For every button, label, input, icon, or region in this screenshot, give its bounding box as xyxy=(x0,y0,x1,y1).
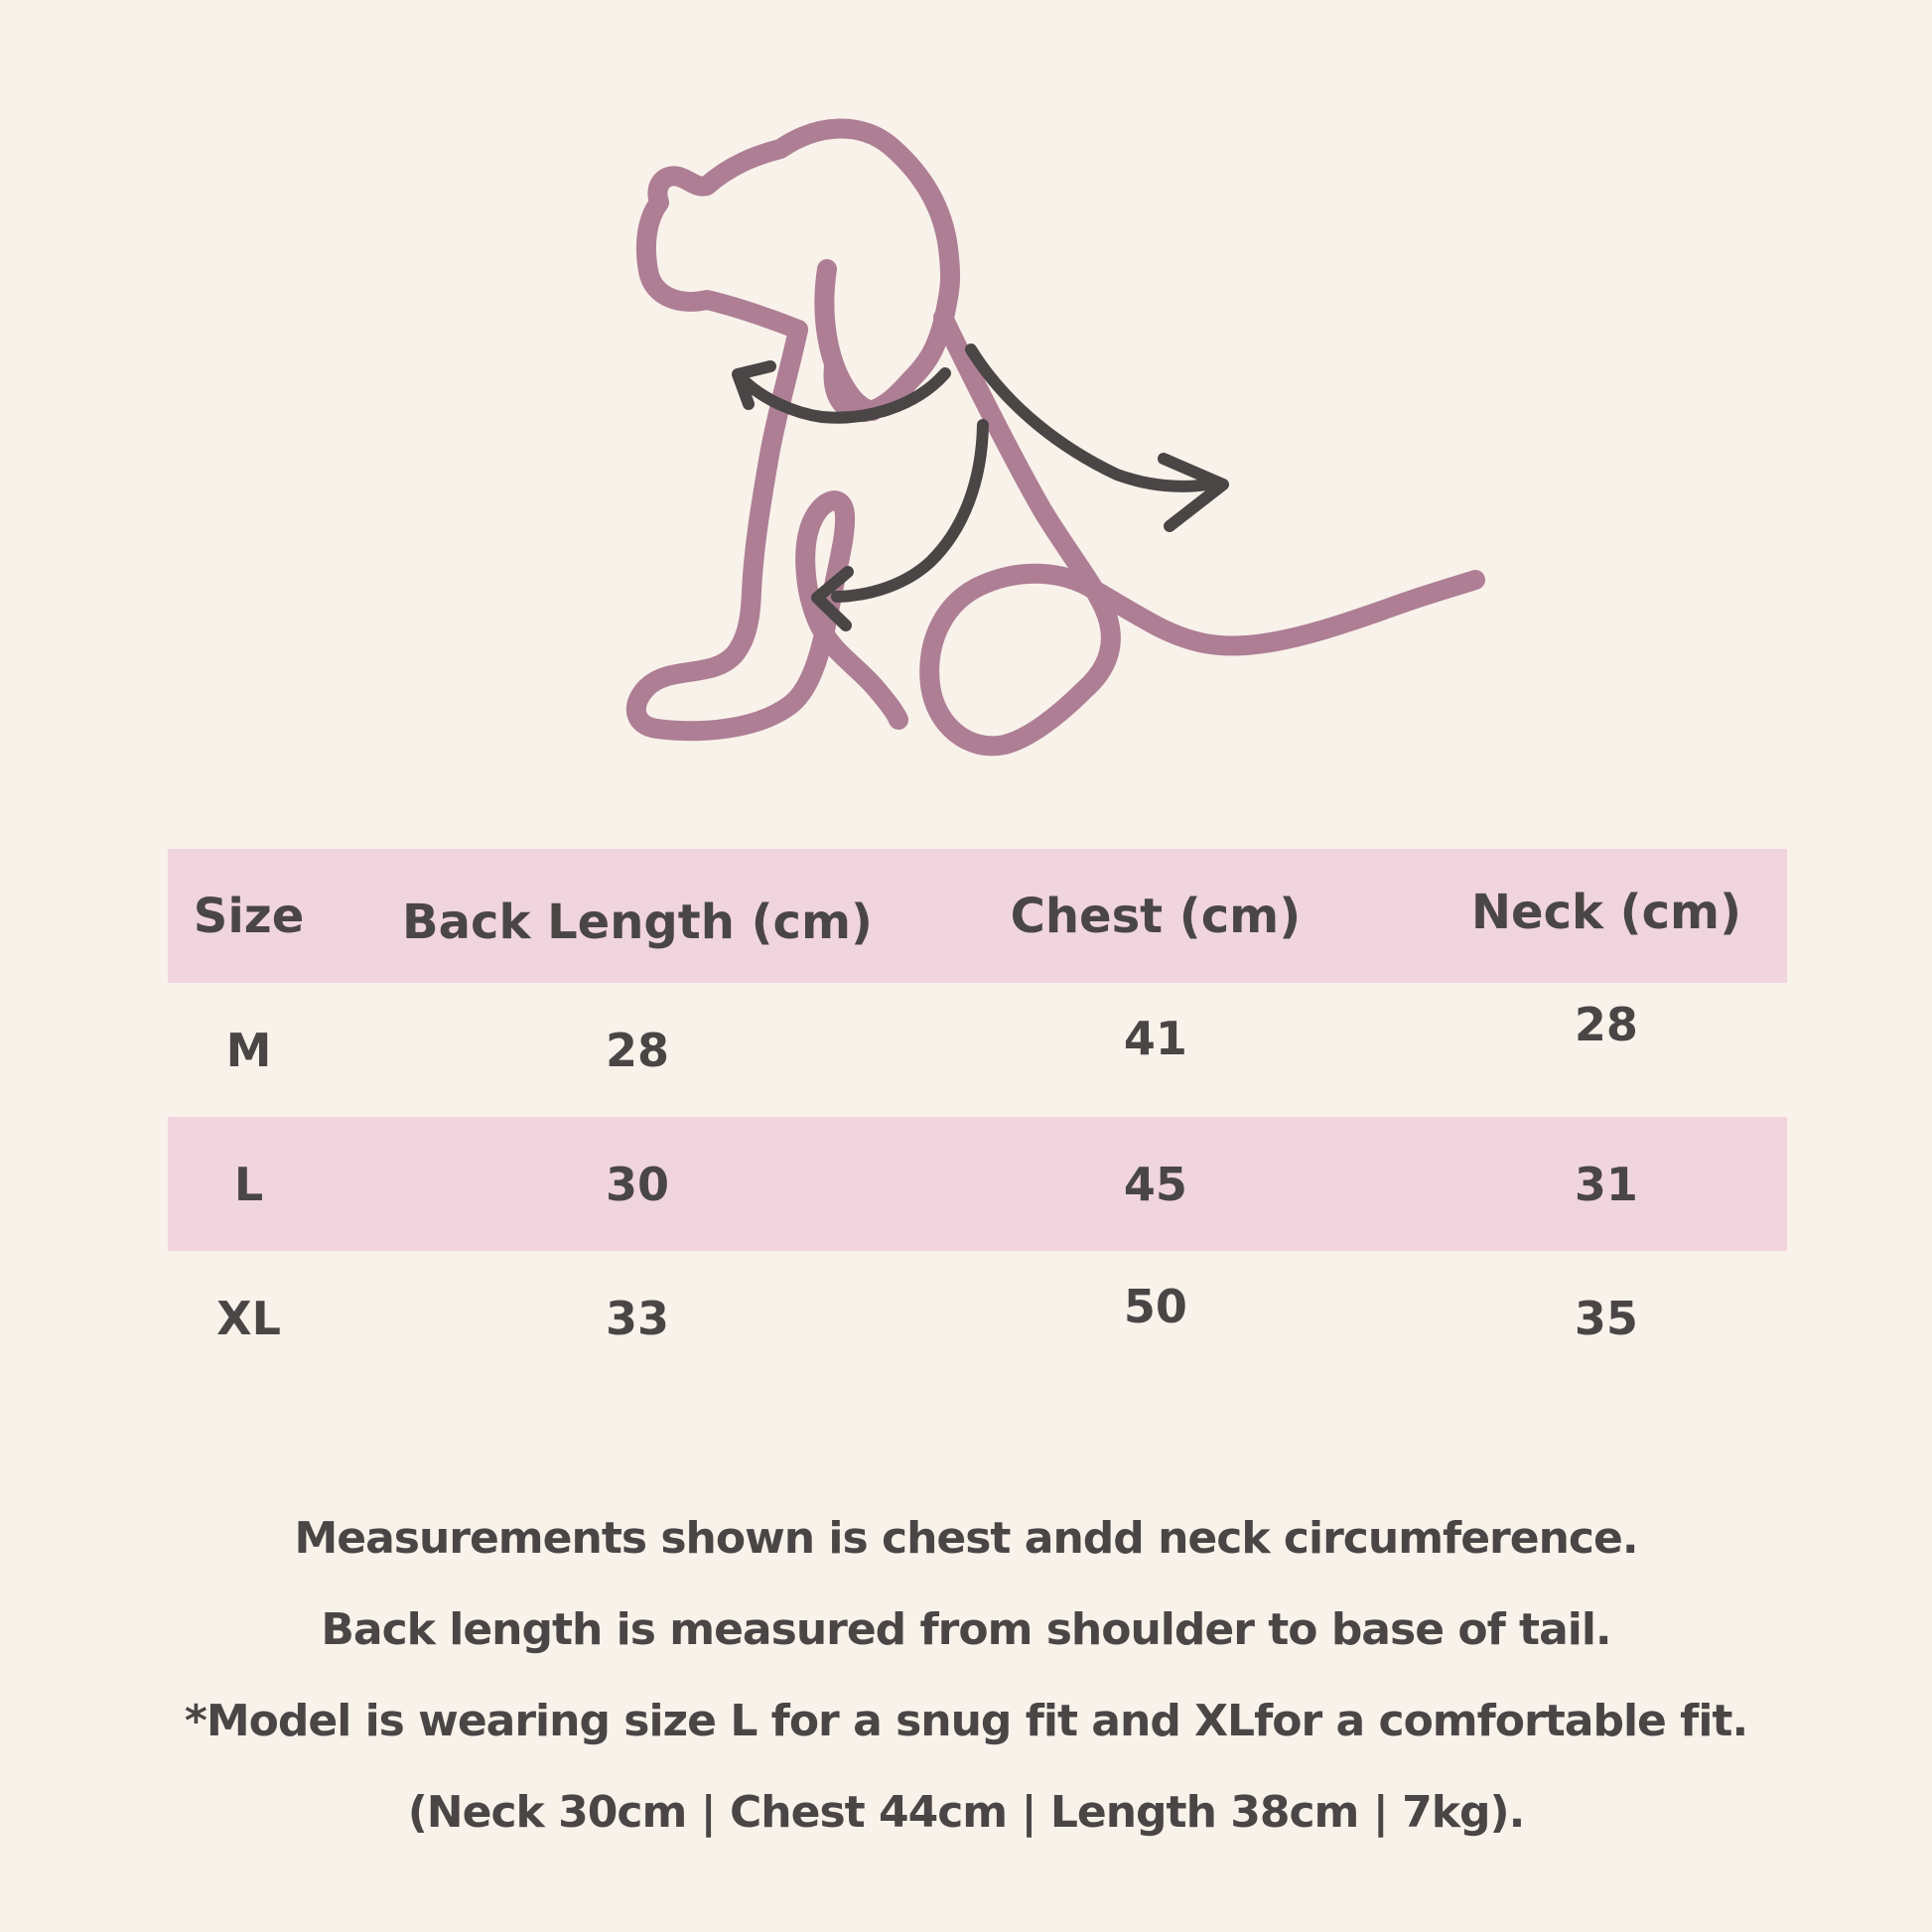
cell-chest: 45 xyxy=(1123,1157,1187,1211)
size-table-header-row xyxy=(168,849,1787,983)
note-line-circumference: Measurements shown is chest andd neck circumference. xyxy=(294,1513,1638,1564)
column-header-back-length: Back Length (cm) xyxy=(402,894,873,950)
note-line-back-length: Back length is measured from shoulder to base of tail. xyxy=(321,1604,1611,1655)
cell-back-length: 33 xyxy=(605,1291,669,1345)
cell-size: M xyxy=(225,1023,272,1077)
note-line-model-stats: (Neck 30cm | Chest 44cm | Length 38cm | 7kg). xyxy=(407,1787,1525,1838)
cell-size: XL xyxy=(216,1291,281,1345)
cell-neck: 31 xyxy=(1574,1157,1638,1211)
dog-front-leg-path xyxy=(636,330,898,731)
column-header-neck: Neck (cm) xyxy=(1470,884,1741,940)
dog-back-tail-path xyxy=(929,318,1475,746)
cell-neck: 35 xyxy=(1574,1291,1638,1345)
cell-back-length: 28 xyxy=(605,1023,669,1077)
note-line-model-size: *Model is wearing size L for a snug fit and XLfor a comfortable fit. xyxy=(184,1696,1748,1746)
cell-chest: 50 xyxy=(1123,1279,1187,1333)
cell-chest: 41 xyxy=(1123,1011,1187,1065)
cell-back-length: 30 xyxy=(605,1157,669,1211)
cell-neck: 28 xyxy=(1574,997,1638,1051)
size-table xyxy=(168,849,1787,1385)
dog-illustration xyxy=(596,79,1539,794)
cell-size: L xyxy=(233,1157,264,1211)
column-header-chest: Chest (cm) xyxy=(1010,888,1302,944)
table-row-size-m xyxy=(168,983,1787,1117)
measurement-notes xyxy=(0,1493,1932,1859)
table-row-size-xl xyxy=(168,1251,1787,1385)
table-row-size-l xyxy=(168,1117,1787,1251)
column-header-size: Size xyxy=(193,888,305,944)
